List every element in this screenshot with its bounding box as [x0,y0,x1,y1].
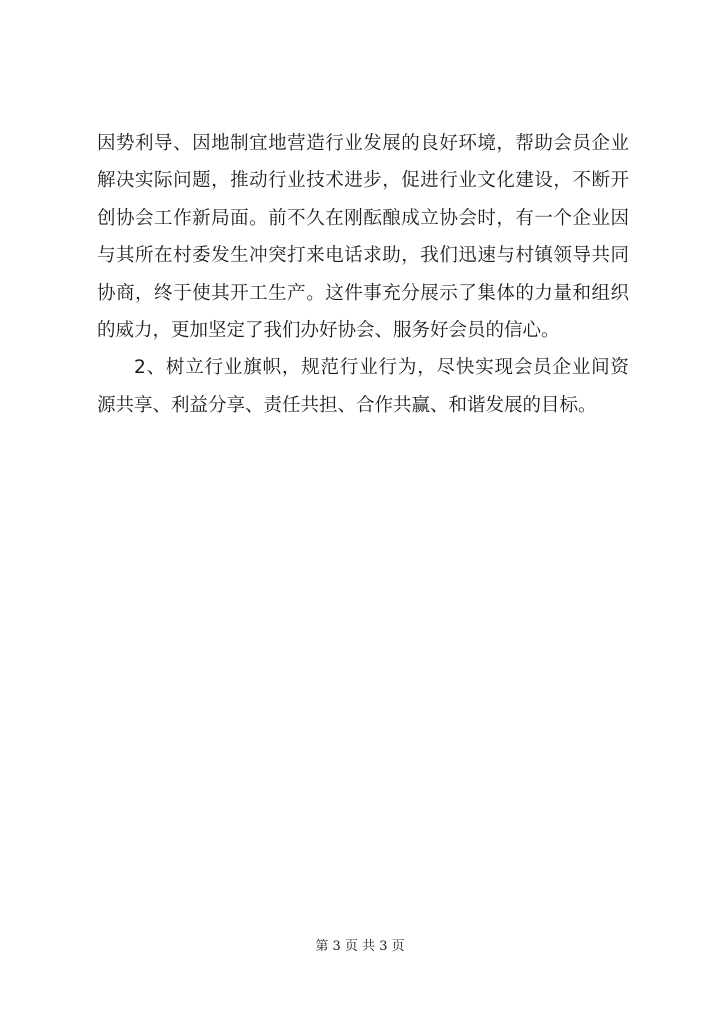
document-body [97,125,629,424]
paragraph-line: 创协会工作新局面。前不久在刚酝酿成立协会时，有一个企业因 [97,207,629,229]
paragraph-1 [97,125,629,349]
paragraph-line: 的威力，更加坚定了我们办好协会、服务好会员的信心。 [97,319,560,341]
paragraph-line: 协商，终于使其开工生产。这件事充分展示了集体的力量和组织 [97,282,629,304]
paragraph-line: 源共享、利益分享、责任共担、合作共赢、和谐发展的目标。 [97,394,597,416]
page-footer [0,935,720,954]
paragraph-line: 解决实际问题，推动行业技术进步，促进行业文化建设，不断开 [97,170,629,192]
paragraph-2 [97,349,629,424]
page-number: 第 3 页 共 3 页 [315,939,405,954]
paragraph-line: 2、树立行业旗帜，规范行业行为，尽快实现会员企业间资 [134,357,629,379]
paragraph-line: 与其所在村委发生冲突打来电话求助，我们迅速与村镇领导共同 [97,245,629,267]
paragraph-line: 因势利导、因地制宜地营造行业发展的良好环境，帮助会员企业 [97,133,629,154]
